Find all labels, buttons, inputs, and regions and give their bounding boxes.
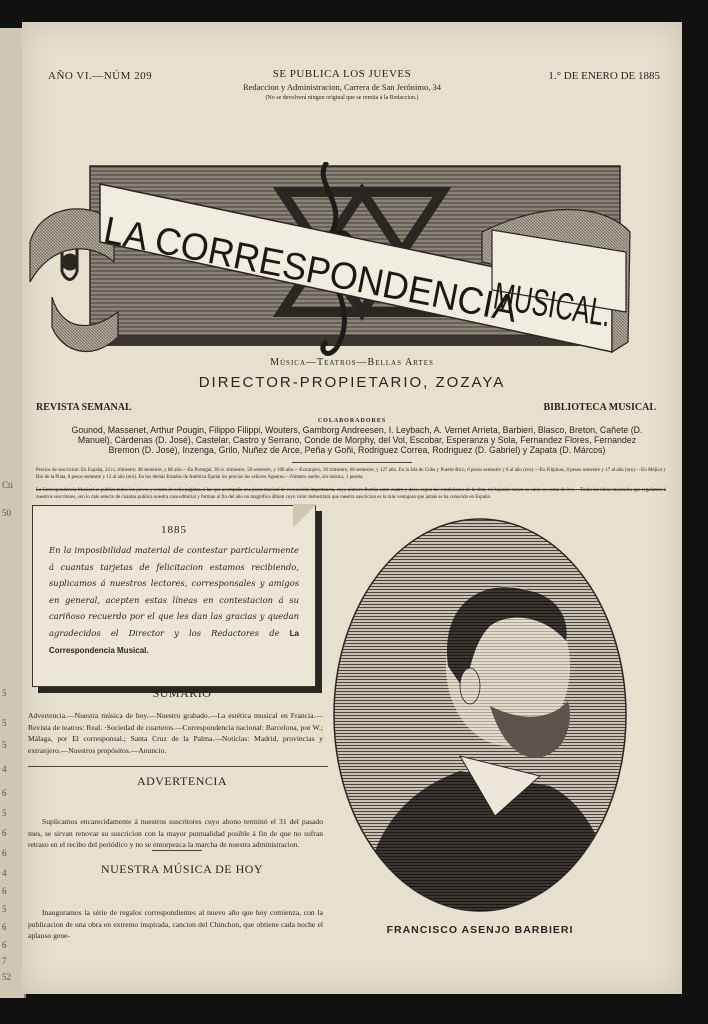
publication-schedule: SE PUBLICA LOS JUEVES bbox=[272, 68, 412, 80]
margin-number: 52 bbox=[2, 972, 11, 982]
portrait-image bbox=[330, 516, 630, 914]
margin-number: 5 bbox=[2, 688, 7, 698]
margin-number: 4 bbox=[2, 868, 7, 878]
margin-number: 5 bbox=[2, 740, 7, 750]
advertencia-text: Suplicamos encarecidamente á nuestros suscritores cuyo abono terminó el 31 del pasado mes, se sirvan renovar su suscricion con la mayor puntualidad posible á fin de que no sufran retraso en el recibo del periódico y no se entorpezca la marcha de nuestra administracion. bbox=[28, 817, 323, 849]
margin-number: 6 bbox=[2, 788, 7, 798]
musica-paragraph: Inauguramos la série de regalos correspondientes al nuevo año que hoy comienza, con la publicacion de una obra en extremo inspirada, cancion del Chinchon, que obtiene cada noche el aplauso gene- bbox=[28, 908, 323, 940]
margin-number: 7 bbox=[2, 956, 7, 966]
musica-heading: NUESTRA MÚSICA DE HOY bbox=[100, 862, 264, 876]
margin-number: 6 bbox=[2, 828, 7, 838]
newspaper-page bbox=[22, 22, 682, 994]
margin-number: 6 bbox=[2, 940, 7, 950]
subscription-prices: Precios de suscricion: En España, 24 rs. trimestre; 48 semestre, y 88 año.—En Portugal, 30 rs. trimestre; 58 semestre, y 108 año.—Extranjero, 30 trimestre; 68 semestre, y 127 año. En la Isla de Cuba y Puerto-Rico, 6 pesos semestre y 8 al año (oro).—En Filipinas, 8 pesos semestre y 17 al año (oro).—En Méjico y Rio de la Plata, 8 pesos semestre y 12 al año (oro). En los demás Estados de América fijarán los precios los señores Agentes.—Número suelto, sin música, 1 peseta. bbox=[36, 468, 666, 480]
divider bbox=[36, 489, 666, 490]
issue-number: AÑO VI.—NÚM 209 bbox=[48, 70, 153, 82]
divider bbox=[28, 766, 328, 767]
divider bbox=[292, 462, 412, 463]
title-text-line-2: MUSICAL. bbox=[490, 275, 675, 345]
notice-body bbox=[33, 536, 315, 660]
page-fold-corner bbox=[293, 504, 317, 528]
musica-text bbox=[28, 907, 323, 942]
margin-number: 5 bbox=[2, 718, 7, 728]
advertencia-heading: ADVERTENCIA bbox=[136, 774, 228, 788]
redaction-address: Redaccion y Administracion, Carrera de San Jerónimo, 34 bbox=[242, 82, 442, 92]
sumario-heading: SUMARIO bbox=[152, 686, 212, 700]
margin-number: 50 bbox=[2, 508, 11, 518]
greeting-notice-box bbox=[32, 505, 316, 687]
collaborators-heading: COLABORADORES bbox=[317, 418, 387, 424]
margin-number: 6 bbox=[2, 922, 7, 932]
divider bbox=[152, 850, 202, 851]
subscription-notice: La Correspondencia Musical se publica todos los jueves y consta de ocho páginas, á las que acompaña una pieza musical de reconocida importancia, cuyo número fluctúa entre cuatro y doce, segun las condiciones de la obra, no bajando nunca su valor en venta de 8 rs.—Todas las obras musicales que regalamos á nuestros suscritores, son lo más selecto de cuantas publica nuestra casa editorial y forman al fin del año un magnífico álbum cuyo valor demostrará que nuestra suscricion es la más ventajosa que jamás se ha conocido en España. bbox=[36, 488, 666, 500]
header-line bbox=[22, 70, 662, 100]
notice-text: En la imposibilidad material de contestar particularmente á cuantas tarjetas de felicitacion estamos recibiendo, suplicamos á nuestros lectores, corresponsales y amigos en general, acepten estas líneas en contestacion á su cariñoso recuerdo por el que les dan las gracias y quedan agradecidos el Director y los Redactores de bbox=[49, 545, 299, 638]
margin-number: 5 bbox=[2, 904, 7, 914]
issue-date: 1.° DE ENERO DE 1885 bbox=[548, 70, 660, 82]
portrait-caption: FRANCISCO ASENJO BARBIERI bbox=[386, 924, 574, 936]
margin-number: 4 bbox=[2, 764, 7, 774]
masthead-subtitle: Música—Teatros—Bellas Artes bbox=[270, 357, 434, 368]
margin-number: 6 bbox=[2, 886, 7, 896]
title-text-line-1: LA CORRESPONDENCIA bbox=[100, 209, 544, 336]
sumario-text: Advertencia.—Nuestra música de hoy.—Nuestro grabado.—La estética musical en Francia.—Revista de teatros: Real. ·Sociedad de cuartetos.—Correspondencia nacional: Barcelona, por W.; Málaga, por El corresponsal.; Santa Cruz de la Palma.—Noticias: Madrid, provincias y extranjero.—Nuestros propósitos.—Anuncio. bbox=[28, 711, 323, 755]
biblioteca-musical-label: BIBLIOTECA MUSICAL bbox=[543, 402, 656, 413]
notice-signature: La Correspondencia Musical. bbox=[49, 628, 300, 655]
margin-number: 6 bbox=[2, 848, 7, 858]
collaborators-list: Gounod, Massenet, Arthur Pougin, Filippo Filippi, Wouters, Gamborg Andreesen, I. Leybach, A. Vernet Arrieta, Barbieri, Blasco, Breton, Cañete (D. Manuel), Cárdenas (D. José), Castelar, Castro y Serrano, Conde de Morphy, del Vol, Escobar, Esperanza y Sola, Fernandez Flores, Fernandez Bremon (D. José), Inzenga, Grilo, Nuñez de Arce, Peña y Goñi, Rodriguez Correa, Rodriguez (D. Gabriel) y Zapata (D. Márcos) bbox=[71, 425, 643, 455]
margin-number: Cti bbox=[2, 480, 14, 490]
portrait-engraving bbox=[330, 516, 630, 914]
margin-number: 5 bbox=[2, 808, 7, 818]
notice-year: 1885 bbox=[161, 524, 187, 536]
revista-semanal-label: REVISTA SEMANAL bbox=[36, 402, 132, 413]
redaction-note: (No se devolverá ningun original que se remita á la Redaccion.) bbox=[265, 95, 419, 101]
director-line: DIRECTOR-PROPIETARIO, ZOZAYA bbox=[198, 374, 506, 391]
